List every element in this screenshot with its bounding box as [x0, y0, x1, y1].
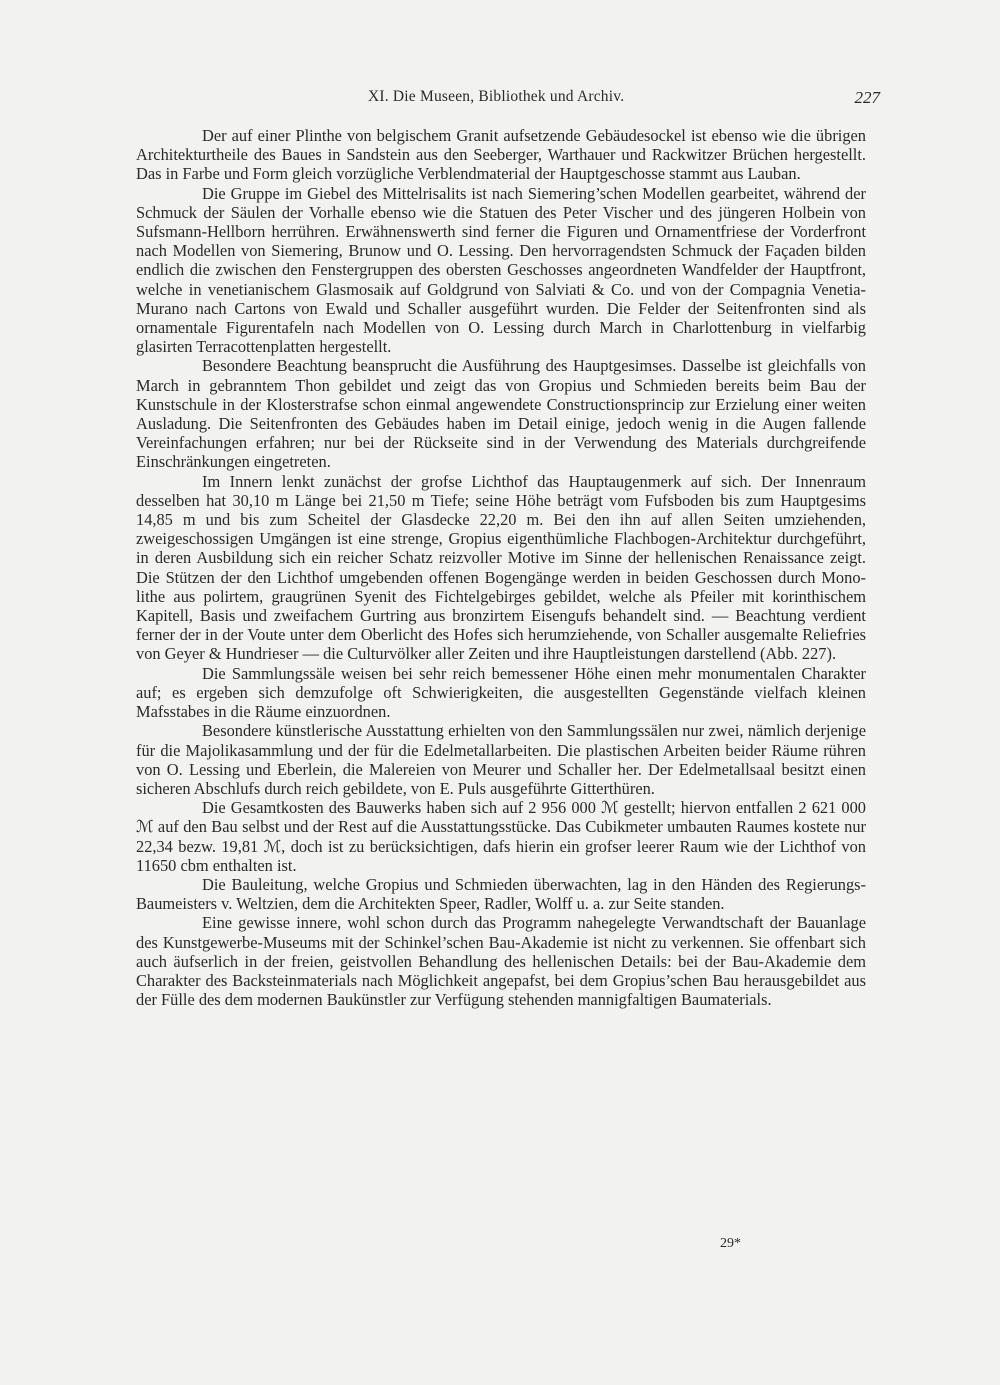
body-text: [136, 126, 866, 1009]
paragraph: Die Sammlungssäle weisen bei sehr reich bemessener Höhe einen mehr monumentalen Charakter auf; es ergeben sich demzufolge oft Schwierigkeiten, die ausgestellten Gegenstände vielfach kleinen Mafsstabes in die Räume einzuordnen.: [136, 663, 866, 722]
page-number: 227: [854, 88, 880, 107]
running-header: [368, 88, 880, 114]
paragraph: Besondere Beachtung beansprucht die Ausführung des Hauptgesimses. Dasselbe ist gleichfalls von March in gebranntem Thon gebildet und zeigt das von Gropius und Schmieden bereits beim Bau der Kunstschule in der Klosterstrafse schon einmal angewendete Constructionsprincip zur Erzielung einer weiten Ausladung. Die Seitenfronten des Gebäudes haben im Detail einige, jedoch wenig in die Augen fallende Vereinfachungen erfahren; nur bei der Rückseite sind in der Verwendung des Materials durchgreifende Einschränkungen eingetreten.: [136, 356, 866, 472]
chapter-title: XI. Die Museen, Bibliothek und Archiv.: [368, 88, 625, 105]
paragraph: Eine gewisse innere, wohl schon durch das Programm nahegelegte Verwandtschaft der Bauanlage des Kunstgewerbe-Museums mit der Schinkel’schen Bau-Akademie ist nicht zu verkennen. Sie offenbart sich auch äufserlich in der freien, geistvollen Behandlung des hellenischen Details: bei der Bau-Akademie dem Charakter des Backsteinmaterials nach Möglichkeit angepafst, bei dem Gropius’schen Bau herausgebildet aus der Fülle des dem modernen Baukünstler zur Verfügung stehenden mannigfaltigen Baumaterials.: [136, 913, 866, 1010]
paragraph: Der auf einer Plinthe von belgischem Granit aufsetzende Gebäudesockel ist ebenso wie die übrigen Architekturtheile des Baues in Sandstein aus den Seeberger, Warthauer und Rackwitzer Brüchen hergestellt. Das in Farbe und Form gleich vorzügliche Verblendmaterial der Hauptgeschosse stammt aus Lauban.: [136, 126, 866, 184]
paragraph: Die Gruppe im Giebel des Mittelrisalits ist nach Siemering’schen Modellen gearbeitet, während der Schmuck der Säulen der Vorhalle ebenso wie die Statuen des Peter Vischer und des jüngeren Holbein von Sufsmann-Hellborn herrühren. Erwähnenswerth sind ferner die Figuren und Ornamentfriese der Vorderfront nach Modellen von Siemering, Brunow und O. Lessing. Den hervorragendsten Schmuck der Façaden bilden endlich die zwischen den Fenstergruppen des obersten Geschosses angeordneten Wandfelder der Hauptfront, welche in venetianischem Glasmosaik auf Goldgrund von Salviati & Co. und von der Compagnia Venetia-Murano nach Cartons von Ewald und Schaller ausgeführt wurden. Die Felder der Seitenfronten sind als ornamentale Figurentafeln nach Modellen von O. Lessing durch March in Charlottenburg in vielfarbig glasirten Terracottenplatten hergestellt.: [136, 183, 866, 357]
signature-mark: 29*: [720, 1236, 741, 1251]
paragraph: Die Gesamtkosten des Bauwerks haben sich auf 2 956 000 ℳ gestellt; hiervon entfallen 2 621 000 ℳ auf den Bau selbst und der Rest auf die Ausstattungsstücke. Das Cubikmeter umbauten Raumes kostete nur 22,34 bezw. 19,81 ℳ, doch ist zu berücksichtigen, dafs hierin ein grofser leerer Raum wie der Lichthof von 11650 cbm enthalten ist.: [136, 798, 866, 875]
paragraph: Im Innern lenkt zunächst der grofse Lichthof das Hauptaugenmerk auf sich. Der Innenraum desselben hat 30,10 m Länge bei 21,50 m Tiefe; seine Höhe beträgt vom Fufsboden bis zum Hauptgesims 14,85 m und bis zum Scheitel der Glasdecke 22,20 m. Bei den ihn auf allen Seiten umziehenden, zweigeschossigen Umgängen ist eine strenge, Gropius eigenthümliche Flachbogen-Architektur durchgeführt, in deren Ausbildung sich ein reicher Schatz reizvoller Motive im Sinne der hellenischen Renaissance zeigt. Die Stützen der den Lichthof umgebenden offenen Bogengänge werden in beiden Geschossen durch Monolithe aus polirtem, graugrünen Syenit des Fichtelgebirges gebildet, welche als Pfeiler mit korinthischem Kapitell, Basis und zweifachem Gurtring aus bronzirtem Eisengufs behandelt sind. — Beachtung verdient ferner der in der Voute unter dem Oberlicht des Hofes sich herumziehende, von Schaller ausgemalte Reliefries von Geyer & Hundrieser — die Culturvölker aller Zeiten und ihre Hauptleistungen darstellend (Abb. 227).: [136, 471, 866, 664]
paragraph: Besondere künstlerische Ausstattung erhielten von den Sammlungssälen nur zwei, nämlich derjenige für die Majolikasammlung und der für die Edelmetallarbeiten. Die plastischen Arbeiten beider Räume rühren von O. Lessing und Eberlein, die Malereien von Meurer und Schaller her. Der Edelmetallsaal besitzt einen sicheren Abschlufs durch reich gebildete, von E. Puls ausgeführte Gitterthüren.: [136, 721, 866, 798]
paragraph: Die Bauleitung, welche Gropius und Schmieden überwachten, lag in den Händen des Regierungs-Baumeisters v. Weltzien, dem die Architekten Speer, Radler, Wolff u. a. zur Seite standen.: [136, 874, 866, 914]
